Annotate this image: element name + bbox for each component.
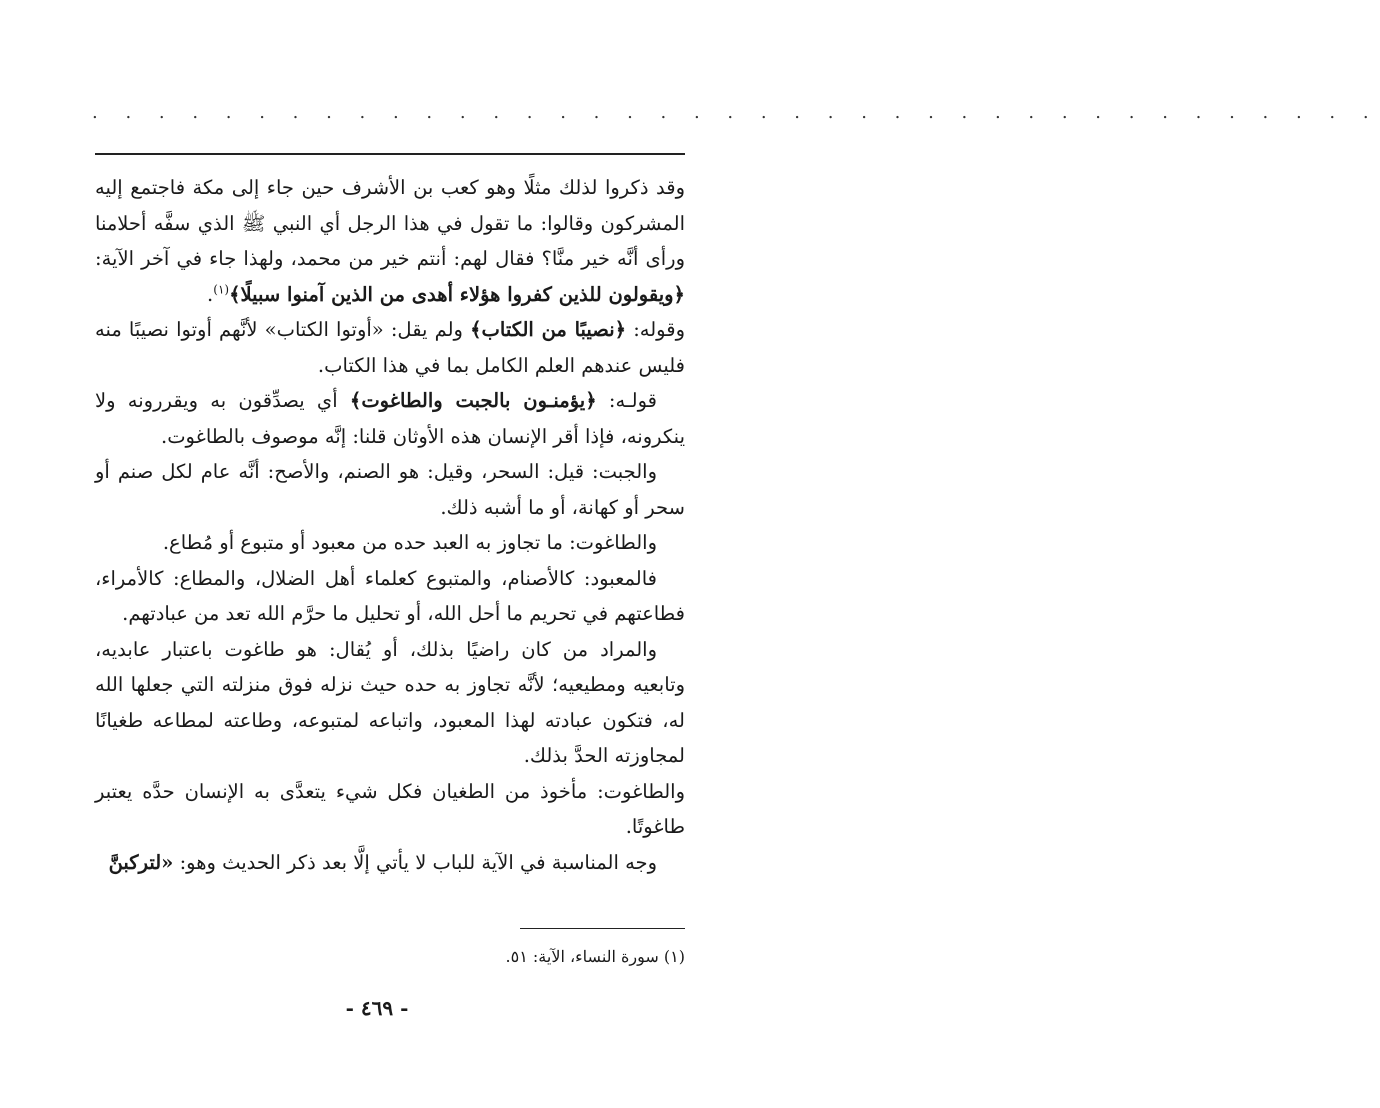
- paragraph: والجبت: قيل: السحر، وقيل: هو الصنم، والأصح: أنَّه عام لكل صنم أو سحر أو كهانة، أو ما أشبه ذلك.: [95, 460, 685, 519]
- paragraph: فالمعبود: كالأصنام، والمتبوع كعلماء أهل الضلال، والمطاع: كالأمراء، فطاعتهم في تحريم ما أحل الله، أو تحليل ما حرَّم الله تعد من عبادتهم.: [95, 566, 685, 625]
- footnote-rule: [520, 928, 685, 929]
- paragraph: وجه المناسبة في الآية للباب لا يأتي إلَّا بعد ذكر الحديث وهو: «لتركبنَّ: [108, 850, 657, 874]
- quran-verse: ﴿يؤمنـون بالجبت والطاغوت﴾: [349, 389, 597, 412]
- paragraph: والطاغوت: ما تجاوز به العبد حده من معبود أو متبوع أو مُطاع.: [162, 531, 657, 554]
- paragraph: وقد ذكروا لذلك مثلًا وهو كعب بن الأشرف حين جاء إلى مكة فاجتمع إليه المشركون وقالوا: ما تقول في هذا الرجل أي النبي ﷺ الذي سفَّه أحلامنا ورأى أنَّه خير منَّا؟ فقال لهم: أنتم خير من محمد، ولهذا جاء في آخر الآية: ﴿ويقولون للذين كفروا هؤلاء أهدى من الذين آمنوا سبيلًا﴾$^{(١)}$.: [95, 176, 685, 306]
- hadith-quote: «لتركبنَّ: [108, 850, 174, 874]
- quran-verse: ﴿نصيبًا من الكتاب﴾: [470, 318, 627, 341]
- paragraph: والطاغوت: مأخوذ من الطغيان فكل شيء يتعدَّى به الإنسان حدَّه يعتبر طاغوتًا.: [95, 779, 685, 838]
- quran-verse: ﴿ويقولون للذين كفروا هؤلاء أهدى من الذين آمنوا سبيلًا﴾: [229, 282, 685, 306]
- header-dot-leader: . . . . . . . . . . . . . . . . . . . . . . . . . . . . . . . . . . . . . . .: [92, 102, 1380, 123]
- paragraph: قولـه: ﴿يؤمنـون بالجبت والطاغوت﴾ أي يصدِّقون به ويقررونه ولا ينكرونه، فإذا أقر الإنسان هذه الأوثان قلنا: إنَّه موصوف بالطاغوت.: [95, 389, 685, 448]
- page-number: - ٤٦٩ -: [345, 996, 409, 1020]
- paragraph: والمراد من كان راضيًا بذلك، أو يُقال: هو طاغوت باعتبار عابديه، وتابعيه ومطيعيه؛ لأنَّه تجاوز به حده حيث نزله فوق منزلته التي جعلها الله له، فتكون عبادته لهذا المعبود، واتباعه لمتبوعه، وطاعته لمطاعه طغيانًا لمجاوزته الحدَّ بذلك.: [95, 637, 685, 767]
- footnote-reference: (١): [213, 282, 230, 296]
- footnote: (١) سورة النساء، الآية: ٥١.: [505, 947, 685, 966]
- paragraph: وقوله: ﴿نصيبًا من الكتاب﴾ ولم يقل: «أوتوا الكتاب» لأنَّهم أوتوا نصيبًا منه فليس عندهم العلم الكامل بما في هذا الكتاب.: [95, 318, 685, 377]
- header-rule: [95, 153, 685, 155]
- main-text: [95, 170, 685, 880]
